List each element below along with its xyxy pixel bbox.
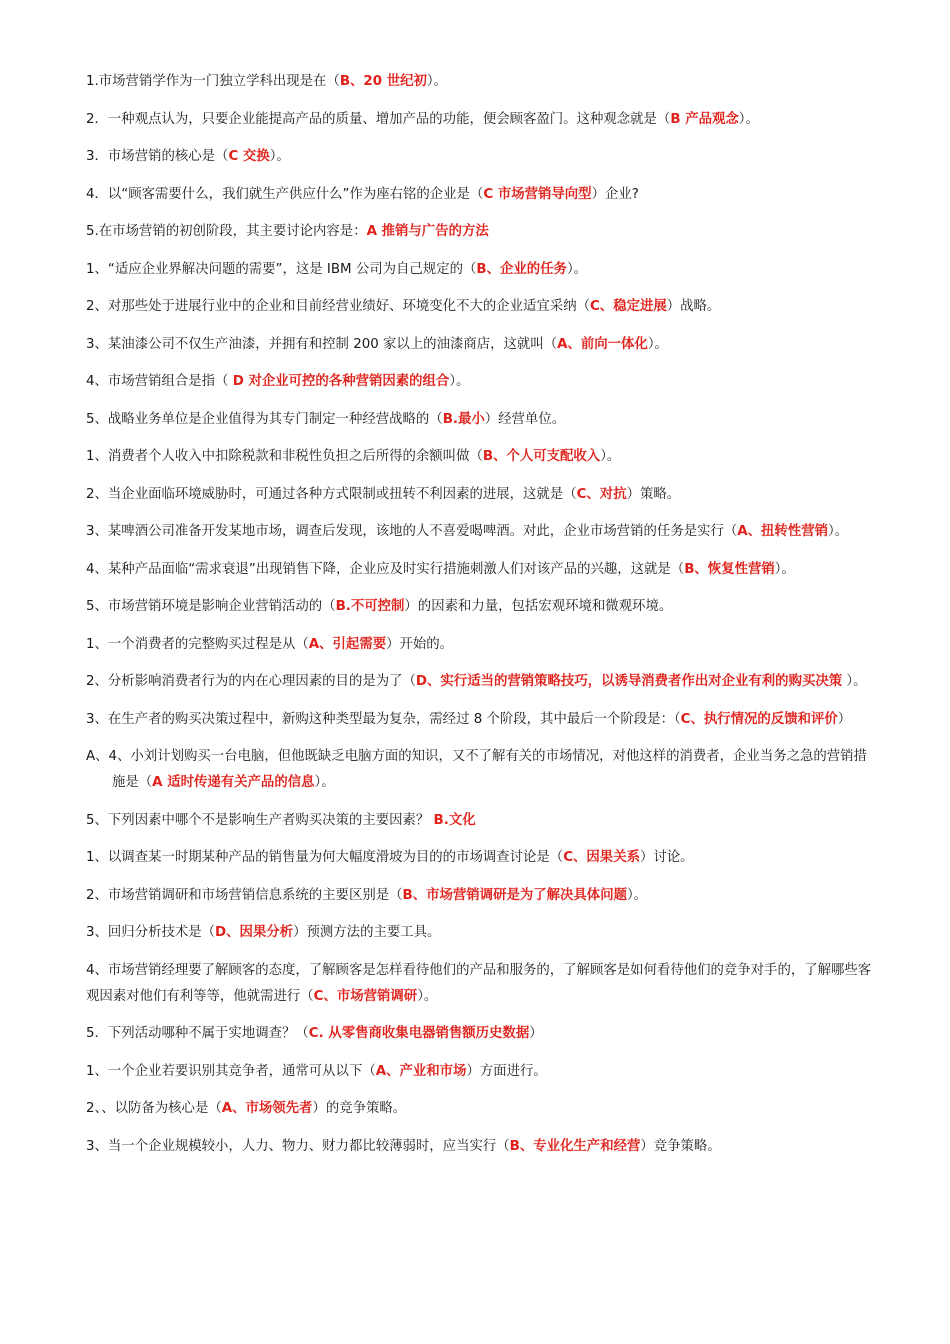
question-item xyxy=(86,444,874,470)
question-suffix: ）的竞争策略。 xyxy=(312,1101,407,1116)
question-suffix: ） xyxy=(837,711,852,727)
answer-text: A、产业和市场 xyxy=(375,1063,467,1079)
question-item xyxy=(86,845,874,871)
question-suffix: ）。 xyxy=(269,149,290,164)
question-item xyxy=(86,920,874,946)
answer-text: B、市场营销调研是为了解决具体问题 xyxy=(402,887,627,903)
answer-text: B 产品观念 xyxy=(670,111,739,127)
question-text: 1、消费者个人收入中扣除税款和非税性负担之后所得的余额叫做（ xyxy=(86,449,483,464)
question-text: A、4、小刘计划购买一台电脑，但他既缺乏电脑方面的知识，又不了解有关的市场情况，对他这样的消费者，企业当务之急的营销措施是（ xyxy=(86,749,867,790)
question-suffix: ）。 xyxy=(842,674,867,689)
question-item xyxy=(86,69,874,95)
question-text: 4．以“顾客需要什么，我们就生产供应什么”作为座右铭的企业是（ xyxy=(86,186,484,202)
answer-text: A 适时传递有关产品的信息 xyxy=(152,775,315,790)
question-text: 3、当一个企业规模较小，人力、物力、财力都比较薄弱时，应当实行（ xyxy=(86,1138,510,1154)
answer-text: C、对抗 xyxy=(576,486,627,502)
answer-text: B、20 世纪初 xyxy=(339,74,427,89)
question-item xyxy=(86,144,874,170)
question-text: 5、市场营销环境是影响企业营销活动的（ xyxy=(86,599,336,614)
question-suffix: ）预测方法的主要工具。 xyxy=(293,925,441,940)
question-suffix: ）经营单位。 xyxy=(484,411,566,427)
answer-text: C. 从零售商收集电器销售额历史数据 xyxy=(308,1026,530,1041)
question-item xyxy=(86,294,874,320)
question-text: 3、回归分析技术是（ xyxy=(86,925,216,940)
question-item xyxy=(86,1096,874,1122)
question-text: 1.市场营销学作为一门独立学科出现是在（ xyxy=(86,74,340,89)
answer-text: B.不可控制 xyxy=(335,599,405,614)
question-item xyxy=(86,958,874,1010)
question-suffix: ）战略。 xyxy=(666,299,721,314)
question-item xyxy=(86,219,874,245)
answer-text: B.文化 xyxy=(433,812,476,828)
question-item xyxy=(86,632,874,658)
question-item xyxy=(86,557,874,583)
question-text: 3、某啤酒公司准备开发某地市场，调查后发现，该地的人不喜爱喝啤酒。对此，企业市场营销的任务是实行（ xyxy=(86,524,738,539)
answer-text: B、个人可支配收入 xyxy=(482,449,601,464)
answer-text: A、市场领先者 xyxy=(221,1101,313,1116)
question-suffix: ）。 xyxy=(426,74,447,89)
answer-text: B、专业化生产和经营 xyxy=(509,1138,641,1154)
question-suffix: ）。 xyxy=(314,775,335,790)
question-item xyxy=(86,107,874,133)
answer-text: D、实行适当的营销策略技巧，以诱导消费者作出对企业有利的购买决策 xyxy=(415,674,843,689)
question-suffix: ）讨论。 xyxy=(639,850,694,865)
answer-text: C 交换 xyxy=(228,149,270,164)
question-text: 1、一个企业若要识别其竞争者，通常可从以下（ xyxy=(86,1063,376,1079)
question-text: 1、“适应企业界解决问题的需要”，这是 IBM 公司为自己规定的（ xyxy=(86,261,477,277)
question-text: 2、市场营销调研和市场营销信息系统的主要区别是（ xyxy=(86,887,403,903)
question-suffix: ）开始的。 xyxy=(386,636,454,652)
question-item xyxy=(86,332,874,358)
question-suffix: ） xyxy=(529,1026,543,1041)
answer-text: A 推销与广告的方法 xyxy=(366,224,489,239)
question-suffix: ）。 xyxy=(417,988,438,1004)
question-item xyxy=(86,1134,874,1160)
question-item xyxy=(86,883,874,909)
question-item xyxy=(86,808,874,834)
answer-text: A、扭转性营销 xyxy=(737,524,828,539)
answer-text: A、前向一体化 xyxy=(557,336,648,352)
question-text: 4、市场营销经理要了解顾客的态度，了解顾客是怎样看待他们的产品和服务的，了解顾客是如何看待他们的竞争对手的，了解哪些客观因素对他们有利等等，他就需进行（ xyxy=(86,962,872,1004)
question-text: 3．市场营销的核心是（ xyxy=(86,149,229,164)
question-text: 2．一种观点认为，只要企业能提高产品的质量、增加产品的功能，便会顾客盈门。这种观念就是（ xyxy=(86,111,671,127)
question-text: 5、下列因素中哪个不是影响生产者购买决策的主要因素？ xyxy=(86,812,434,828)
answer-text: C 市场营销导向型 xyxy=(483,186,592,202)
question-suffix: ）。 xyxy=(566,261,588,277)
question-text: 4、某种产品面临“需求衰退”出现销售下降，企业应及时实行措施刺激人们对该产品的兴趣，这就是（ xyxy=(86,561,685,577)
question-suffix: ）。 xyxy=(647,336,668,352)
question-suffix: ）企业? xyxy=(591,186,639,202)
question-text: 4、市场营销组合是指（ xyxy=(86,374,233,389)
question-text: 5.在市场营销的初创阶段，其主要讨论内容是： xyxy=(86,224,367,239)
answer-text: B、企业的任务 xyxy=(476,261,567,277)
question-suffix: ）。 xyxy=(626,887,648,903)
answer-text: C、市场营销调研 xyxy=(313,988,418,1004)
question-item xyxy=(86,407,874,433)
question-text: 3、某油漆公司不仅生产油漆，并拥有和控制 200 家以上的油漆商店，这就叫（ xyxy=(86,336,558,352)
question-suffix: ）。 xyxy=(738,111,759,127)
question-suffix: ）。 xyxy=(828,524,849,539)
question-text: 2、、以防备为核心是（ xyxy=(86,1101,222,1116)
question-item xyxy=(86,707,874,733)
question-suffix: ）方面进行。 xyxy=(466,1063,547,1079)
question-suffix: ）。 xyxy=(449,374,470,389)
answer-text: C、执行情况的反馈和评价 xyxy=(680,711,838,727)
question-item xyxy=(86,369,874,395)
answer-text: A、引起需要 xyxy=(308,636,387,652)
answer-text: B、恢复性营销 xyxy=(684,561,775,577)
question-item xyxy=(86,594,874,620)
question-text: 3、在生产者的购买决策过程中，新购这种类型最为复杂，需经过 8 个阶段，其中最后一个阶段是：（ xyxy=(86,711,681,727)
answer-text: B.最小 xyxy=(442,411,485,427)
question-item xyxy=(86,519,874,545)
question-text: 5．下列活动哪种不属于实地调查？（ xyxy=(86,1026,309,1041)
question-suffix: ）。 xyxy=(600,449,621,464)
question-text: 5、战略业务单位是企业值得为其专门制定一种经营战略的（ xyxy=(86,411,443,427)
question-suffix: ）竞争策略。 xyxy=(640,1138,721,1154)
question-text: 1、以调查某一时期某种产品的销售量为何大幅度滑坡为目的的市场调查讨论是（ xyxy=(86,850,564,865)
question-suffix: ）策略。 xyxy=(626,486,681,502)
answer-text: C、因果关系 xyxy=(563,850,640,865)
question-suffix: ）的因素和力量，包括宏观环境和微观环境。 xyxy=(404,599,673,614)
question-text: 2、当企业面临环境威胁时，可通过各种方式限制或扭转不利因素的进展，这就是（ xyxy=(86,486,577,502)
question-item xyxy=(86,1059,874,1085)
question-item xyxy=(86,1021,874,1047)
question-item xyxy=(86,744,874,796)
question-text: 2、分析影响消费者行为的内在心理因素的目的是为了（ xyxy=(86,674,416,689)
question-text: 1、一个消费者的完整购买过程是从（ xyxy=(86,636,309,652)
question-item xyxy=(86,182,874,208)
answer-text: C、稳定进展 xyxy=(589,299,667,314)
answer-text: D、因果分析 xyxy=(215,925,294,940)
answer-text: D 对企业可控的各种营销因素的组合 xyxy=(232,374,450,389)
question-text: 2、对那些处于进展行业中的企业和目前经营业绩好、环境变化不大的企业适宜采纳（ xyxy=(86,299,590,314)
question-item xyxy=(86,257,874,283)
question-item xyxy=(86,669,874,695)
question-item xyxy=(86,482,874,508)
question-suffix: ）。 xyxy=(774,561,795,577)
